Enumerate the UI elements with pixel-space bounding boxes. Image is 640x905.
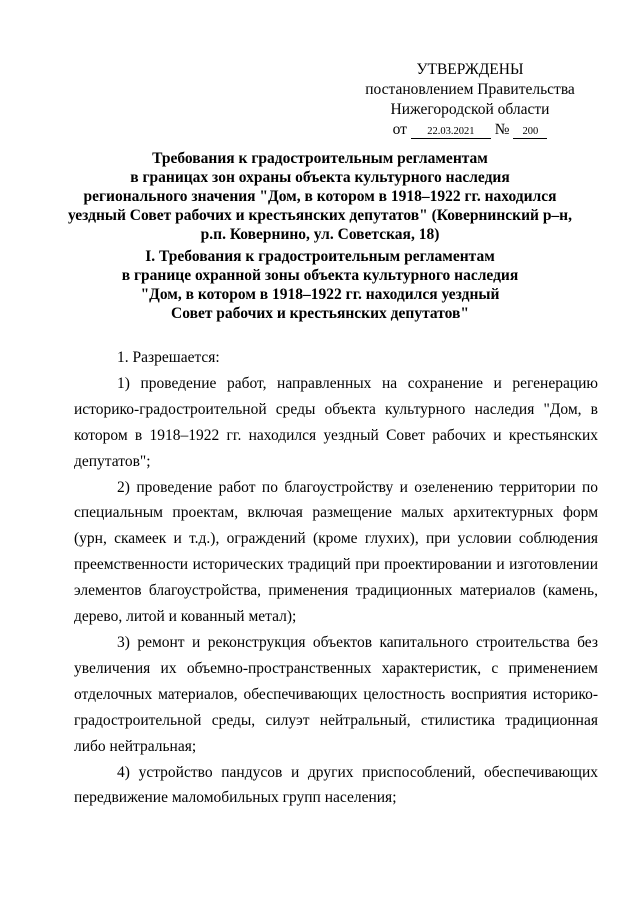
title-line: Требования к градостроительным регламентам [152,150,488,167]
document-body [74,345,598,811]
section-title-line: "Дом, в котором в 1918–1922 гг. находился уездный [140,286,500,303]
approval-line-1: постановлением Правительства [365,81,575,98]
number-sign: № [494,121,510,138]
paragraph-item-2: 2) проведение работ по благоустройству и озеленению территории по специальным проектам, включая размещение малых архитектурных форм (урн, скамеек и т.д.), ограждений (кроме глухих), при условии соблюдения преемственности исторических традиций при проектировании и изготовлении элементов благоустройства, применения традиционных материалов (камень, дерево, литой и кованный метал); [74,478,598,626]
approval-line-2: Нижегородской области [390,101,550,118]
title-line: регионального значения "Дом, в котором в 1918–1922 гг. находился [83,188,557,205]
section-title [60,247,580,323]
approval-heading: УТВЕРЖДЕНЫ [416,61,524,78]
section-title-line: в границе охранной зоны объекта культурного наследия [121,267,519,284]
approval-date: 22.03.2021 [411,125,491,139]
document-title [40,149,600,244]
paragraph-item-3: 3) ремонт и реконструкция объектов капитального строительства без увеличения их объемно-пространственных характеристик, с применением отделочных материалов, обеспечивающих целостность восприятия историко-градостроительной среды, силуэт нейтральный, стилистика традиционная либо нейтральная; [74,633,598,755]
approval-number: 200 [513,125,547,139]
title-line: уездный Совет рабочих и крестьянских депутатов" (Ковернинский р–н, [68,207,572,224]
date-prefix: от [392,121,407,138]
paragraph-item-1: 1) проведение работ, направленных на сохранение и регенерацию историко-градостроительной среды объекта культурного наследия "Дом, в котором в 1918–1922 гг. находился уездный Совет рабочих и крестьянских депутатов"; [74,374,598,470]
paragraph-item-4: 4) устройство пандусов и других приспособлений, обеспечивающих передвижение маломобильных групп населения; [74,763,598,807]
title-line: в границах зон охраны объекта культурного наследия [130,169,510,186]
section-title-line: Совет рабочих и крестьянских депутатов" [171,305,469,322]
title-line: р.п. Ковернино, ул. Советская, 18) [200,226,440,243]
approval-date-line [330,120,610,140]
section-title-line: I. Требования к градостроительным регламентам [145,248,495,265]
paragraph-allowed-heading: 1. Разрешается: [117,349,220,366]
approval-block [330,60,610,140]
